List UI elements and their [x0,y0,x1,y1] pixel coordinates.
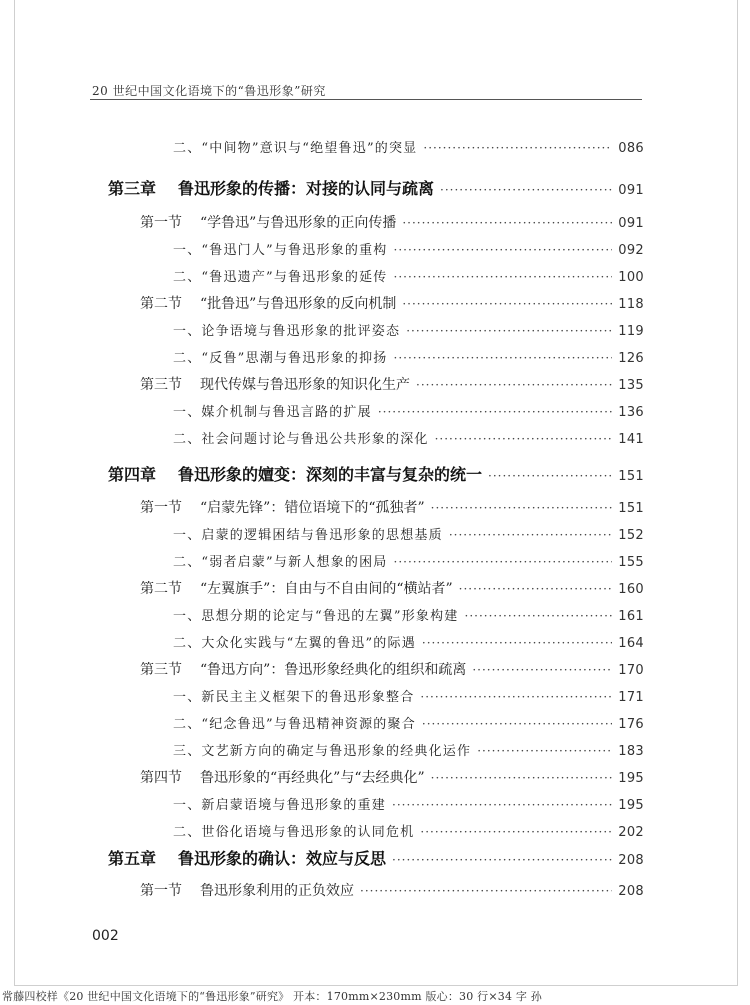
toc-title: 二、“鲁迅遗产”与鲁迅形象的延传 [173,270,388,285]
toc-title: 一、启蒙的逻辑困结与鲁迅形象的思想基质 [173,528,443,543]
toc-label: 第三章 [108,179,157,198]
running-head: 20 世纪中国文化语境下的“鲁迅形象”研究 [92,84,326,98]
toc-label: 第二节 [140,581,182,597]
dot-leader [394,351,613,365]
toc-page-number: 136 [618,405,644,420]
toc-page-number: 151 [618,501,644,516]
toc-label: 第四节 [140,770,182,786]
toc-item [173,239,644,261]
toc-label: 第三节 [140,377,182,393]
dot-leader [431,501,613,515]
toc-label: 第一节 [140,500,182,516]
toc-section [140,767,644,789]
toc-item [173,401,644,423]
toc-item [173,632,644,654]
dot-leader [459,582,613,596]
toc-section [140,497,644,519]
toc-page-number: 118 [618,297,644,312]
dot-leader [378,405,612,419]
toc-page-number: 091 [618,183,644,198]
toc-label: 第五章 [108,849,157,868]
dot-leader [488,469,612,483]
toc-label: 第一节 [140,215,182,231]
toc-page-number: 171 [618,690,644,705]
toc-page-number: 208 [618,884,644,899]
toc-title: 鲁迅形象利用的正负效应 [200,883,354,899]
toc-page-number: 202 [618,825,644,840]
toc-title: “批鲁迅”与鲁迅形象的反向机制 [200,296,397,312]
toc-item [173,551,644,573]
toc-title: 一、思想分期的论定与“鲁迅的左翼”形象构建 [173,609,459,624]
toc-chapter [108,846,644,868]
dot-leader [406,324,612,338]
toc-section [140,212,644,234]
toc-section [140,880,644,902]
dot-leader [422,636,612,650]
dot-leader [394,270,613,284]
toc-chapter [108,462,644,484]
toc-label: 第二节 [140,296,182,312]
toc-item [173,137,644,159]
toc-page-number: 164 [618,636,644,651]
toc-title: 鲁迅形象的传播：对接的认同与疏离 [178,179,435,198]
toc-title: 现代传媒与鲁迅形象的知识化生产 [200,377,410,393]
toc-page-number: 091 [618,216,644,231]
toc-title: “鲁迅方向”：鲁迅形象经典化的组织和疏离 [200,662,467,678]
dot-leader [394,555,613,569]
toc-title: 二、“弱者启蒙”与新人想象的困局 [173,555,388,570]
toc-title: 鲁迅形象的“再经典化”与“去经典化” [200,770,425,786]
toc-page-number: 092 [618,243,644,258]
dot-leader [402,216,612,230]
toc-title: “学鲁迅”与鲁迅形象的正向传播 [200,215,397,231]
toc-label: 第一节 [140,883,182,899]
dot-leader [420,825,612,839]
toc-page-number: 135 [618,378,644,393]
toc-item [173,713,644,735]
header-rule [90,99,642,100]
toc-chapter [108,176,644,198]
toc-item [173,686,644,708]
toc-title: 一、媒介机制与鲁迅言路的扩展 [173,405,372,420]
proof-footer: 常藤四校样《20 世纪中国文化语境下的“鲁迅形象”研究》 开本：170mm×230mm 版心：30 行×34 字 孙 [2,990,542,1003]
toc-item [173,821,644,843]
toc-title: 一、新民主主义框架下的鲁迅形象整合 [173,690,415,705]
dot-leader [416,378,612,392]
toc-page-number: 141 [618,432,644,447]
dot-leader [392,853,612,867]
dot-leader [440,183,612,197]
toc-item [173,428,644,450]
dot-leader [465,609,613,623]
toc-page-number: 176 [618,717,644,732]
toc-section [140,293,644,315]
toc-item [173,266,644,288]
dot-leader [472,663,612,677]
toc-title: 三、文艺新方向的确定与鲁迅形象的经典化运作 [173,744,472,759]
toc-title: 一、新启蒙语境与鲁迅形象的重建 [173,798,387,813]
dot-leader [423,141,612,155]
dot-leader [431,771,613,785]
toc-title: 二、“纪念鲁迅”与鲁迅精神资源的聚合 [173,717,416,732]
toc-title: 鲁迅形象的嬗变：深刻的丰富与复杂的统一 [178,465,483,484]
toc-item [173,740,644,762]
toc-item [173,347,644,369]
toc-title: 一、“鲁迅门人”与鲁迅形象的重构 [173,243,388,258]
toc-page-number: 161 [618,609,644,624]
toc-item [173,794,644,816]
toc-item [173,320,644,342]
toc-title: 二、大众化实践与“左翼的鲁迅”的际遇 [173,636,416,651]
toc-label: 第三节 [140,662,182,678]
toc-page-number: 155 [618,555,644,570]
toc-title: 一、论争语境与鲁迅形象的批评姿态 [173,324,401,339]
toc-page-number: 152 [618,528,644,543]
toc-title: 二、世俗化语境与鲁迅形象的认同危机 [173,825,415,840]
dot-leader [422,717,612,731]
toc-item [173,524,644,546]
dot-leader [449,528,612,542]
toc-section [140,374,644,396]
dot-leader [360,884,612,898]
toc-page-number: 183 [618,744,644,759]
toc-page-number: 119 [618,324,644,339]
toc-page-number: 126 [618,351,644,366]
dot-leader [435,432,613,446]
toc-title: 二、“中间物”意识与“绝望鲁迅”的突显 [173,141,418,156]
toc-title: “左翼旗手”：自由与不自由间的“横站者” [200,581,453,597]
dot-leader [394,243,613,257]
toc-title: 二、社会问题讨论与鲁迅公共形象的深化 [173,432,429,447]
toc-title: “启蒙先锋”：错位语境下的“孤独者” [200,500,425,516]
dot-leader [392,798,612,812]
toc-title: 鲁迅形象的确认：效应与反思 [178,849,387,868]
toc-page-number: 100 [618,270,644,285]
toc-page-number: 160 [618,582,644,597]
page-number: 002 [92,928,119,944]
dot-leader [402,297,612,311]
toc-page-number: 195 [618,771,644,786]
toc-page-number: 151 [618,469,644,484]
toc-section [140,659,644,681]
dot-leader [420,690,612,704]
toc-section [140,578,644,600]
toc-page-number: 195 [618,798,644,813]
dot-leader [477,744,612,758]
toc-item [173,605,644,627]
toc-label: 第四章 [108,465,157,484]
toc-page-number: 086 [618,141,644,156]
toc-title: 二、“反鲁”思潮与鲁迅形象的抑扬 [173,351,388,366]
toc-page-number: 170 [618,663,644,678]
toc-page-number: 208 [618,853,644,868]
